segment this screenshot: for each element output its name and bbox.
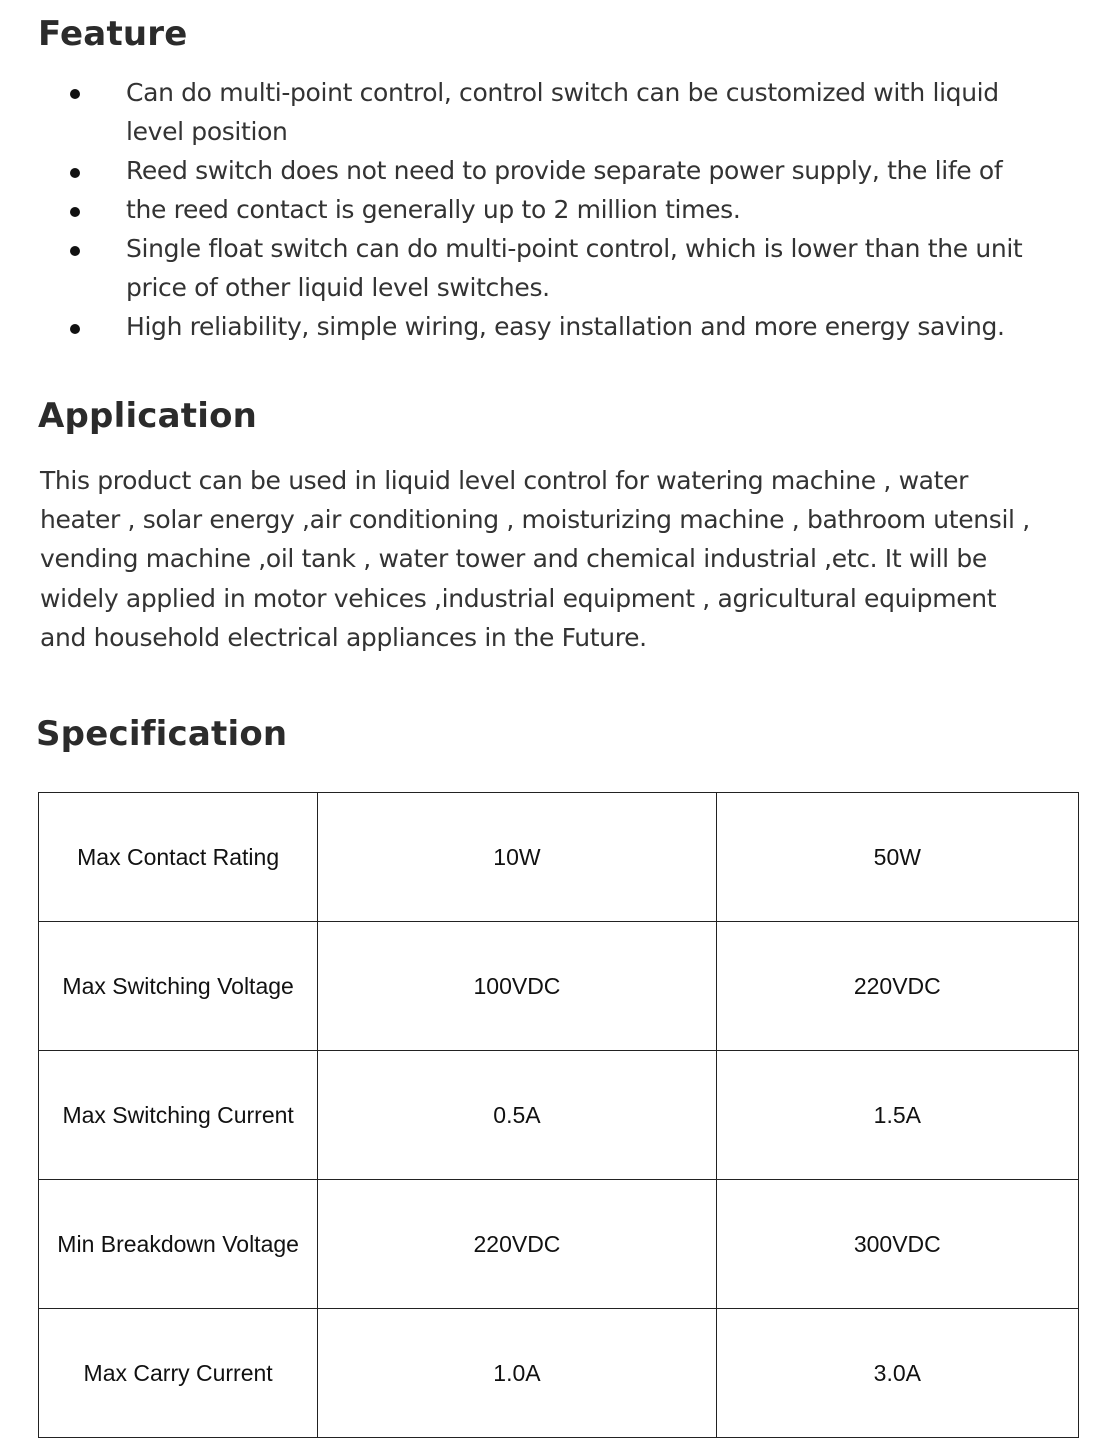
feature-list: [0, 73, 1104, 353]
table-row: [39, 1051, 1079, 1180]
application-line: heater , solar energy ,air conditioning , moisturizing machine , bathroom utensil ,: [40, 505, 1030, 535]
application-line: This product can be used in liquid level control for watering machine , water: [40, 466, 969, 495]
application-heading: Application: [38, 396, 258, 436]
table-row: [39, 1309, 1079, 1438]
spec-label-cell: Max Carry Current: [39, 1309, 318, 1438]
specification-heading: Specification: [36, 714, 288, 754]
application-line: vending machine ,oil tank , water tower and chemical industrial ,etc. It will be: [40, 544, 987, 574]
feature-line: Single float switch can do multi-point control, which is lower than the unit: [126, 234, 1023, 263]
spec-label-cell: Max Switching Voltage: [39, 922, 318, 1051]
spec-value-cell: 50W: [716, 793, 1078, 922]
feature-line: price of other liquid level switches.: [126, 273, 550, 302]
bullet-dot-icon: [70, 324, 80, 334]
spec-value-cell: 220VDC: [716, 922, 1078, 1051]
feature-line: Reed switch does not need to provide separate power supply, the life of: [126, 156, 1003, 185]
application-line: and household electrical appliances in the Future.: [40, 622, 647, 652]
spec-value-cell: 220VDC: [318, 1180, 716, 1309]
feature-line: High reliability, simple wiring, easy installation and more energy saving.: [126, 312, 1005, 341]
feature-line: level position: [126, 117, 288, 146]
spec-value-cell: 3.0A: [716, 1309, 1078, 1438]
spec-value-cell: 1.5A: [716, 1051, 1078, 1180]
bullet-dot-icon: [70, 246, 80, 256]
spec-value-cell: 100VDC: [318, 922, 716, 1051]
bullet-dot-icon: [70, 207, 80, 217]
application-line: widely applied in motor vehices ,industrial equipment , agricultural equipment: [40, 583, 997, 613]
bullet-dot-icon: [70, 89, 80, 99]
spec-value-cell: 300VDC: [716, 1180, 1078, 1309]
bullet-dot-icon: [70, 168, 80, 178]
spec-value-cell: 0.5A: [318, 1051, 716, 1180]
table-row: [39, 793, 1079, 922]
specification-table: [38, 792, 1079, 1438]
feature-heading: Feature: [38, 14, 188, 54]
spec-label-cell: Max Switching Current: [39, 1051, 318, 1180]
feature-line: the reed contact is generally up to 2 million times.: [126, 195, 741, 224]
spec-value-cell: 10W: [318, 793, 716, 922]
spec-label-cell: Max Contact Rating: [39, 793, 318, 922]
application-paragraph: [40, 461, 1100, 657]
table-row: [39, 1180, 1079, 1309]
spec-value-cell: 1.0A: [318, 1309, 716, 1438]
table-row: [39, 922, 1079, 1051]
spec-label-cell: Min Breakdown Voltage: [39, 1180, 318, 1309]
feature-line: Can do multi-point control, control switch can be customized with liquid: [126, 78, 999, 107]
